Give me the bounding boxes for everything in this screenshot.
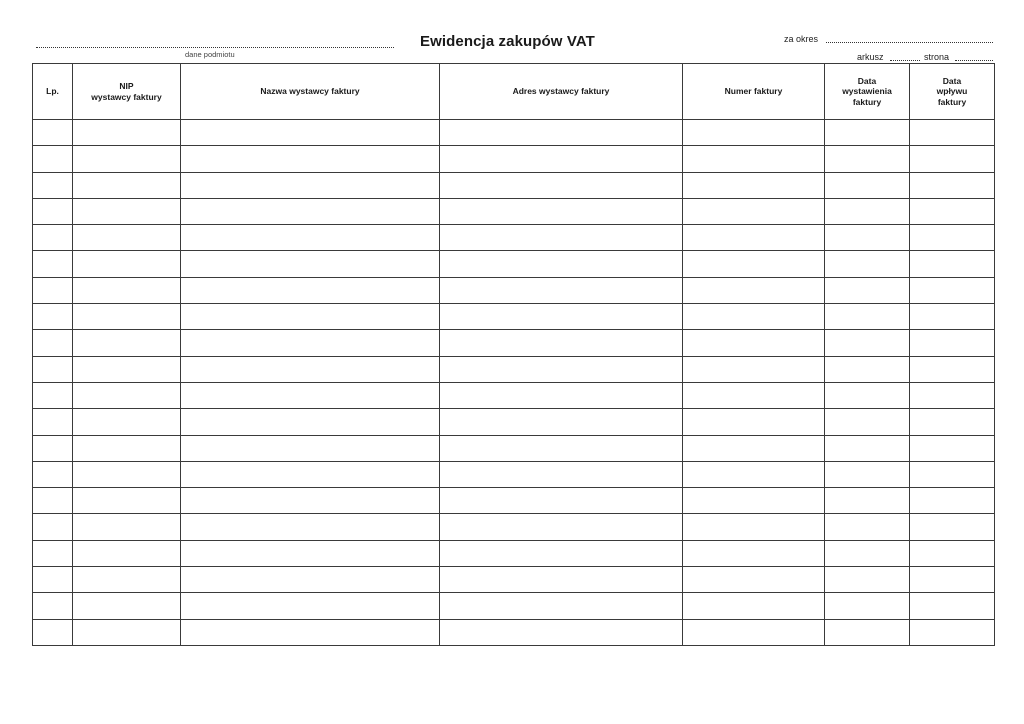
col-nip-cell[interactable] [73,198,181,224]
col-nip-cell[interactable] [73,172,181,198]
col-address-cell[interactable] [440,619,683,645]
col-address-cell[interactable] [440,304,683,330]
col-receipt-date-cell[interactable] [910,356,995,382]
col-issue-date-cell[interactable] [825,567,910,593]
col-issue-date-cell[interactable] [825,382,910,408]
col-address-cell[interactable] [440,409,683,435]
col-nip-cell[interactable] [73,593,181,619]
table-row [33,619,995,645]
col-lp-cell[interactable] [33,435,73,461]
col-nip-cell[interactable] [73,409,181,435]
col-issue-date-cell[interactable] [825,304,910,330]
entity-data-line[interactable] [36,47,394,48]
col-lp-header: Lp. [33,64,73,120]
page-line[interactable] [955,60,993,61]
table-row [33,120,995,146]
col-address-cell[interactable] [440,277,683,303]
col-nip-cell[interactable] [73,356,181,382]
col-name-cell[interactable] [181,488,440,514]
col-receipt-date-cell[interactable] [910,146,995,172]
col-issue-date-cell[interactable] [825,461,910,487]
col-issue-date-cell[interactable] [825,593,910,619]
col-address-cell[interactable] [440,461,683,487]
col-address-cell[interactable] [440,172,683,198]
table-row [33,251,995,277]
col-receipt-date-cell[interactable] [910,593,995,619]
col-lp-cell[interactable] [33,593,73,619]
col-receipt-date-cell[interactable] [910,435,995,461]
col-lp-cell[interactable] [33,146,73,172]
col-lp-cell[interactable] [33,304,73,330]
col-issue-date-cell[interactable] [825,356,910,382]
col-lp-cell[interactable] [33,619,73,645]
col-issue-date-cell[interactable] [825,277,910,303]
col-nip-cell[interactable] [73,435,181,461]
col-lp-cell[interactable] [33,120,73,146]
col-invoice-number-cell[interactable] [683,409,825,435]
col-nip-cell[interactable] [73,225,181,251]
sheet-line[interactable] [890,60,920,61]
col-name-cell[interactable] [181,356,440,382]
col-address-header: Adres wystawcy faktury [440,64,683,120]
col-address-cell[interactable] [440,330,683,356]
sheet-label: arkusz [857,52,884,62]
table-row [33,514,995,540]
table-row [33,198,995,224]
col-address-cell[interactable] [440,488,683,514]
page-label: strona [924,52,950,62]
col-lp-cell[interactable] [33,409,73,435]
col-address-cell[interactable] [440,251,683,277]
col-invoice-number-cell[interactable] [683,593,825,619]
col-lp-cell[interactable] [33,356,73,382]
col-lp-cell[interactable] [33,567,73,593]
col-receipt-date-cell[interactable] [910,330,995,356]
col-address-cell[interactable] [440,225,683,251]
table-header-row [33,64,995,120]
col-lp-cell[interactable] [33,251,73,277]
col-issue-date-cell[interactable] [825,330,910,356]
col-address-cell[interactable] [440,198,683,224]
col-issue-date-cell[interactable] [825,409,910,435]
table-row [33,146,995,172]
col-receipt-date-header: Data wpływu faktury [910,64,995,120]
table-row [33,382,995,408]
col-receipt-date-cell[interactable] [910,514,995,540]
col-issue-date-cell[interactable] [825,172,910,198]
col-name-header: Nazwa wystawcy faktury [181,64,440,120]
table-row [33,277,995,303]
col-invoice-number-cell[interactable] [683,251,825,277]
col-invoice-number-cell[interactable] [683,225,825,251]
col-receipt-date-cell[interactable] [910,409,995,435]
col-address-cell[interactable] [440,356,683,382]
col-invoice-number-cell[interactable] [683,461,825,487]
col-invoice-number-cell[interactable] [683,146,825,172]
col-receipt-date-cell[interactable] [910,172,995,198]
table-row [33,593,995,619]
col-receipt-date-cell[interactable] [910,567,995,593]
col-name-cell[interactable] [181,251,440,277]
table-row [33,488,995,514]
col-issue-date-cell[interactable] [825,619,910,645]
col-address-cell[interactable] [440,514,683,540]
table-row [33,409,995,435]
col-nip-cell[interactable] [73,146,181,172]
col-lp-cell[interactable] [33,461,73,487]
col-receipt-date-cell[interactable] [910,120,995,146]
col-name-cell[interactable] [181,461,440,487]
col-name-cell[interactable] [181,514,440,540]
col-issue-date-cell[interactable] [825,198,910,224]
col-issue-date-cell[interactable] [825,514,910,540]
col-receipt-date-cell[interactable] [910,251,995,277]
col-address-cell[interactable] [440,435,683,461]
entity-caption: dane podmiotu [185,50,235,59]
col-invoice-number-cell[interactable] [683,567,825,593]
col-invoice-number-cell[interactable] [683,304,825,330]
table-row [33,567,995,593]
col-name-cell[interactable] [181,172,440,198]
col-name-cell[interactable] [181,567,440,593]
col-nip-cell[interactable] [73,382,181,408]
col-address-cell[interactable] [440,146,683,172]
table-body [33,120,995,646]
col-nip-cell[interactable] [73,619,181,645]
col-lp-cell[interactable] [33,277,73,303]
col-lp-cell[interactable] [33,540,73,566]
col-lp-cell[interactable] [33,382,73,408]
col-address-cell[interactable] [440,540,683,566]
col-invoice-number-header: Numer faktury [683,64,825,120]
col-invoice-number-cell[interactable] [683,277,825,303]
col-nip-cell[interactable] [73,251,181,277]
col-invoice-number-cell[interactable] [683,198,825,224]
col-invoice-number-cell[interactable] [683,120,825,146]
col-issue-date-cell[interactable] [825,146,910,172]
col-name-cell[interactable] [181,382,440,408]
page-title: Ewidencja zakupów VAT [420,33,595,50]
col-lp-cell[interactable] [33,172,73,198]
col-nip-cell[interactable] [73,540,181,566]
period-label: za okres [784,34,819,44]
table-row [33,225,995,251]
col-name-cell[interactable] [181,120,440,146]
col-receipt-date-cell[interactable] [910,619,995,645]
col-invoice-number-cell[interactable] [683,172,825,198]
col-address-cell[interactable] [440,593,683,619]
col-invoice-number-cell[interactable] [683,619,825,645]
col-issue-date-cell[interactable] [825,488,910,514]
col-invoice-number-cell[interactable] [683,514,825,540]
col-invoice-number-cell[interactable] [683,356,825,382]
col-name-cell[interactable] [181,304,440,330]
col-invoice-number-cell[interactable] [683,540,825,566]
col-nip-header: NIP wystawcy faktury [73,64,181,120]
col-issue-date-cell[interactable] [825,120,910,146]
col-receipt-date-cell[interactable] [910,277,995,303]
col-receipt-date-cell[interactable] [910,461,995,487]
col-name-cell[interactable] [181,277,440,303]
purchase-register-table [32,63,995,646]
period-line[interactable] [826,42,993,43]
col-receipt-date-cell[interactable] [910,382,995,408]
col-nip-cell[interactable] [73,120,181,146]
table-row [33,540,995,566]
col-invoice-number-cell[interactable] [683,382,825,408]
col-nip-cell[interactable] [73,514,181,540]
col-issue-date-cell[interactable] [825,225,910,251]
col-name-cell[interactable] [181,619,440,645]
col-lp-cell[interactable] [33,330,73,356]
col-nip-cell[interactable] [73,330,181,356]
col-receipt-date-cell[interactable] [910,198,995,224]
col-invoice-number-cell[interactable] [683,330,825,356]
col-receipt-date-cell[interactable] [910,304,995,330]
table-row [33,330,995,356]
col-name-cell[interactable] [181,198,440,224]
col-receipt-date-cell[interactable] [910,540,995,566]
col-lp-cell[interactable] [33,198,73,224]
col-issue-date-cell[interactable] [825,435,910,461]
col-invoice-number-cell[interactable] [683,435,825,461]
col-name-cell[interactable] [181,409,440,435]
col-receipt-date-cell[interactable] [910,225,995,251]
col-nip-cell[interactable] [73,277,181,303]
table-row [33,461,995,487]
col-name-cell[interactable] [181,435,440,461]
col-address-cell[interactable] [440,382,683,408]
col-address-cell[interactable] [440,120,683,146]
col-issue-date-cell[interactable] [825,540,910,566]
col-invoice-number-cell[interactable] [683,488,825,514]
col-name-cell[interactable] [181,593,440,619]
col-address-cell[interactable] [440,567,683,593]
col-name-cell[interactable] [181,146,440,172]
table-row [33,356,995,382]
col-nip-cell[interactable] [73,304,181,330]
col-nip-cell[interactable] [73,567,181,593]
col-lp-cell[interactable] [33,488,73,514]
col-receipt-date-cell[interactable] [910,488,995,514]
col-issue-date-header: Data wystawienia faktury [825,64,910,120]
col-name-cell[interactable] [181,330,440,356]
col-name-cell[interactable] [181,540,440,566]
col-nip-cell[interactable] [73,488,181,514]
col-issue-date-cell[interactable] [825,251,910,277]
table-row [33,435,995,461]
col-lp-cell[interactable] [33,514,73,540]
table-row [33,304,995,330]
col-nip-cell[interactable] [73,461,181,487]
col-name-cell[interactable] [181,225,440,251]
col-lp-cell[interactable] [33,225,73,251]
table-row [33,172,995,198]
